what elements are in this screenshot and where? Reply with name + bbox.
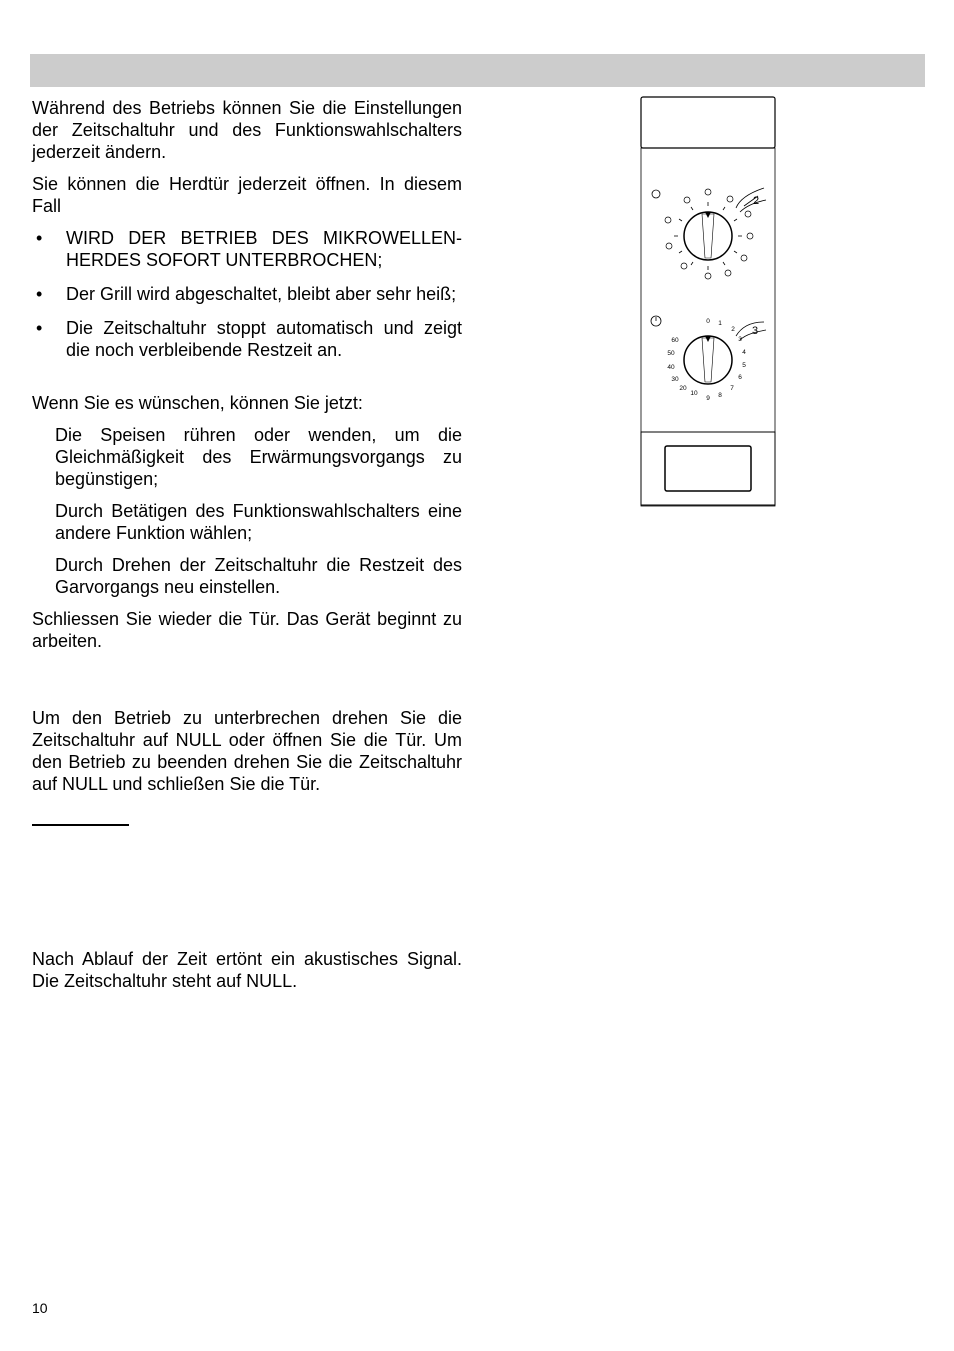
function-step-number: 2 bbox=[753, 195, 760, 207]
divider-rule bbox=[32, 824, 129, 826]
list-item: • WIRD DER BETRIEB DES MIKROWELLEN-HERDES SOFORT UNTERBROCHEN; bbox=[36, 228, 462, 270]
svg-text:10: 10 bbox=[690, 390, 698, 397]
section-header-bar bbox=[30, 54, 925, 87]
svg-text:1: 1 bbox=[718, 320, 722, 327]
svg-text:40: 40 bbox=[667, 364, 675, 371]
svg-text:5: 5 bbox=[742, 362, 746, 369]
option-item: Durch Drehen der Zeitschaltuhr die Restzeit des Garvorgangs neu einstellen. bbox=[55, 555, 462, 597]
page-number: 10 bbox=[32, 1300, 48, 1316]
svg-text:8: 8 bbox=[718, 392, 722, 399]
timer-step-number: 3 bbox=[752, 325, 759, 337]
svg-text:7: 7 bbox=[730, 385, 734, 392]
svg-text:0: 0 bbox=[706, 318, 710, 325]
consequence-list bbox=[32, 227, 462, 373]
svg-text:6: 6 bbox=[738, 374, 742, 381]
svg-text:2: 2 bbox=[731, 326, 735, 333]
svg-text:20: 20 bbox=[679, 385, 687, 392]
list-item: • Der Grill wird abgeschaltet, bleibt aber sehr heiß; bbox=[36, 284, 457, 304]
svg-text:9: 9 bbox=[706, 395, 710, 402]
svg-text:50: 50 bbox=[667, 350, 675, 357]
list-item: • Die Zeitschaltuhr stoppt automatisch und zeigt die noch verbleibende Restzeit an. bbox=[36, 318, 462, 360]
wish-paragraph: Wenn Sie es wünschen, können Sie jetzt: bbox=[32, 393, 363, 413]
intro-paragraph: Während des Betriebs können Sie die Einstellungen der Zeitschaltuhr und des Funktionswahlschalters jederzeit ändern. bbox=[32, 98, 462, 162]
svg-text:4: 4 bbox=[742, 349, 746, 356]
control-panel-illustration bbox=[640, 96, 777, 508]
door-paragraph: Sie können die Herdtür jederzeit öffnen. In diesem Fall bbox=[32, 174, 462, 216]
option-item: Die Speisen rühren oder wenden, um die Gleichmäßigkeit des Erwärmungsvorgangs zu begünstigen; bbox=[55, 425, 462, 489]
svg-text:30: 30 bbox=[671, 376, 679, 383]
end-paragraph: Nach Ablauf der Zeit ertönt ein akustisches Signal. Die Zeitschaltuhr steht auf NULL. bbox=[32, 949, 462, 991]
svg-text:3: 3 bbox=[738, 336, 742, 343]
svg-text:60: 60 bbox=[671, 337, 679, 344]
close-door-paragraph: Schliessen Sie wieder die Tür. Das Gerät beginnt zu arbeiten. bbox=[32, 609, 462, 651]
door-release-button bbox=[665, 446, 751, 491]
option-item: Durch Betätigen des Funktionswahlschalters eine andere Funktion wählen; bbox=[55, 501, 462, 543]
display-window bbox=[641, 97, 775, 148]
stop-paragraph: Um den Betrieb zu unterbrechen drehen Sie die Zeitschaltuhr auf NULL oder öffnen Sie die Tür. Um den Betrieb zu beenden drehen Sie die Zeitschaltuhr auf NULL und schließen Sie die Tür. bbox=[32, 708, 462, 794]
function-knob bbox=[684, 212, 732, 260]
timer-knob bbox=[684, 336, 732, 384]
